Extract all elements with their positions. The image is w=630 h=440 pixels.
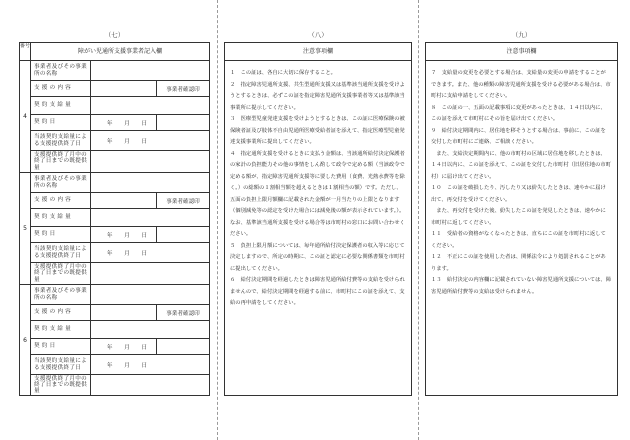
end-date-row [31,243,209,263]
note-paragraph: １３ 給付決定の内容欄に記載されていない障害児通所支援については、障害児通所給付費等の支給は受けられません。 [431,277,611,295]
end-date-label: 当該契約支給量による支援提供終了日 [31,131,91,150]
support-content-row [31,81,209,97]
confirm-stamp-cell: 事業者確認印 [156,193,209,208]
confirm-stamp-cell: 事業者確認印 [156,305,209,320]
note-paragraph: ７ 支給量の変更を必要とする場合は、支給量の変更の申請をすることができます。また、他の種類の障害児通所支援を受ける必要がある場合は、市町村に支給申請をしてください。 [431,70,611,99]
entry-block [31,61,209,173]
end-date-value [91,131,153,150]
confirm-stamp-cell: 事業者確認印 [156,81,209,96]
note-paragraph: ８ この証の一、五面の記載事項に変更があったときは、１４日以内に、この証を添えて市町村にその旨を届け出てください。 [431,104,606,122]
note-paragraph: また、支給決定期間内に、他の市町村の区域に居住地を移したときは、１４日以内に、この証を添えて、この証を交付した市町村（旧居住地の市町村）に届け出てください。 [431,150,611,180]
notes-panel-8 [224,42,412,396]
year-unit: 年 [106,138,113,145]
panel-8-number: （八） [308,31,328,39]
contract-date-row [31,339,209,355]
day-unit: 日 [141,232,148,239]
end-date-label: 当該契約支給量による支援提供終了日 [31,355,91,374]
contract-date-label: 契約日 [31,339,91,354]
notes-content [426,61,617,298]
remaining-row [31,151,209,173]
provider-name-label: 事業者及びその事業所の名称 [31,285,91,304]
note-paragraph: ５ 負担上限月額については、毎年通所給付決定保護者の収入等に応じて決定しますので、所定の時期に、この証と認定に必要な関係書類を市町村に提出してください。 [230,242,405,272]
month-unit: 月 [124,120,130,127]
contract-amount-label: 契約支給量 [31,321,91,338]
remaining-label: 支援提供終了月中の終了日までの既提供量 [31,263,91,284]
month-unit: 月 [124,138,130,145]
contract-amount-row [31,209,209,227]
note-paragraph: ９ 給付決定期間内に、居住地を移そうとする場合は、事前に、この証を交付した市町村にご連絡、ご相談ください。 [431,127,606,145]
contract-date-value [91,339,153,354]
contract-date-row [31,227,209,243]
month-unit: 月 [124,250,130,257]
contract-date-row [31,115,209,131]
notes-title: 注意事項欄 [426,43,617,61]
year-unit: 年 [106,362,113,369]
fold-line-left [217,0,218,440]
year-unit: 年 [106,232,113,239]
contract-date-label: 契約日 [31,115,91,130]
note-paragraph: １ この証は、各自に大切に保存すること。 [230,70,336,76]
entry-block [31,285,209,397]
year-unit: 年 [106,250,113,257]
contract-date-value [91,227,153,242]
provider-name-row [31,61,209,81]
contract-amount-row [31,97,209,115]
fold-line-right [418,0,419,440]
confirm-stamp-cell [156,227,209,242]
provider-entry-title: 障がい児通所支援事業者記入欄 [31,43,209,61]
day-unit: 日 [141,138,148,145]
month-unit: 月 [124,344,130,351]
note-paragraph: １０ この証を破損したり、汚したり又は紛失したときは、速やかに届け出て、再交付を受けてください。 [431,185,606,203]
panel-7-number: （七） [104,31,125,39]
end-date-value [91,355,153,374]
support-content-label: 支援の内容 [31,193,91,208]
remaining-row [31,263,209,285]
support-content-label: 支援の内容 [31,81,91,96]
remaining-label: 支援提供終了月中の終了日までの既提供量 [31,151,91,172]
contract-date-value [91,115,153,130]
day-unit: 日 [141,362,148,369]
section-number: 4 [20,61,30,173]
note-paragraph: ２ 指定障害児通所支援、共生型通所支援又は基準該当通所支援を受けようとするときは、必ずこの証を指定障害児通所支援事業者等又は基準該当事業所に提示してください。 [230,81,405,111]
month-unit: 月 [124,362,130,369]
remaining-row [31,375,209,395]
provider-name-label: 事業者及びその事業所の名称 [31,173,91,192]
note-paragraph: １１ 受給者の資格がなくなったときは、直ちにこの証を市町村に返してください。 [431,231,606,249]
contract-amount-label: 契約支給量 [31,97,91,114]
provider-name-row [31,285,209,305]
contract-amount-label: 契約支給量 [31,209,91,226]
provider-name-row [31,173,209,193]
day-unit: 日 [141,344,148,351]
contract-amount-row [31,321,209,339]
provider-entry-table [19,42,210,396]
note-paragraph: ６ 給付決定期間を経過したときは障害児通所給付費等の支給を受けられませんので、給付決定期間を経過する前に、市町村にこの証を添えて、支給の再申請をしてください。 [230,277,405,306]
support-content-row [31,305,209,321]
notes-panel-9 [425,42,618,396]
day-unit: 日 [141,250,148,257]
number-column [20,43,31,395]
number-column-header: 番号 [20,43,30,61]
note-paragraph: ４ 指定通所支援を受けるときに支払う金額は、当該通所給付決定保護者の家計の負担能力その他の事情をしん酌して政令で定める額（当該政令で定める額が、指定障害児通所支援等に要した費用（食費、光熱水費等を除く。）の総額の１割相当額を超えるときは１割相当の額）です。ただし、五面の負担上限月額欄に記載された金額が一月当たりの上限となります（個別減免等の認定を受けた場合には減免後の額が表示されています。）。なお、基準該当通所支援を受ける場合等は市町村の窓口にお問い合わせください。 [230,150,405,237]
end-date-row [31,131,209,151]
section-number: 5 [20,173,30,285]
section-number: 6 [23,337,27,344]
year-unit: 年 [106,120,113,127]
end-date-label: 当該契約支給量による支援提供終了日 [31,243,91,262]
support-content-label: 支援の内容 [31,305,91,320]
confirm-stamp-cell [156,115,209,130]
month-unit: 月 [124,232,130,239]
note-paragraph: １２ 不正にこの証を使用した者は、関係法令により処罰されることがあります。 [431,254,606,272]
end-date-row [31,355,209,375]
support-content-row [31,193,209,209]
entry-block [31,173,209,285]
provider-name-label: 事業者及びその事業所の名称 [31,61,91,80]
notes-content [225,61,411,310]
end-date-value [91,243,153,262]
panel-9-number: （九） [511,31,532,39]
year-unit: 年 [106,344,113,351]
remaining-label: 支援提供終了月中の終了日までの既提供量 [31,375,91,395]
contract-date-label: 契約日 [31,227,91,242]
notes-title: 注意事項欄 [225,43,411,61]
note-paragraph: ３ 医療型児童発達支援を受けようとするときは、この証に医療保険の被保険者証及び肢体不自由児通所医療受給者証を添えて、指定医療型児童発達支援事業所に提出してください。 [230,116,405,145]
note-paragraph: また、再交付を受けた後、紛失したこの証を発見したときは、速やかに市町村に返してください。 [431,208,606,226]
confirm-stamp-cell [156,339,209,354]
day-unit: 日 [141,120,148,127]
